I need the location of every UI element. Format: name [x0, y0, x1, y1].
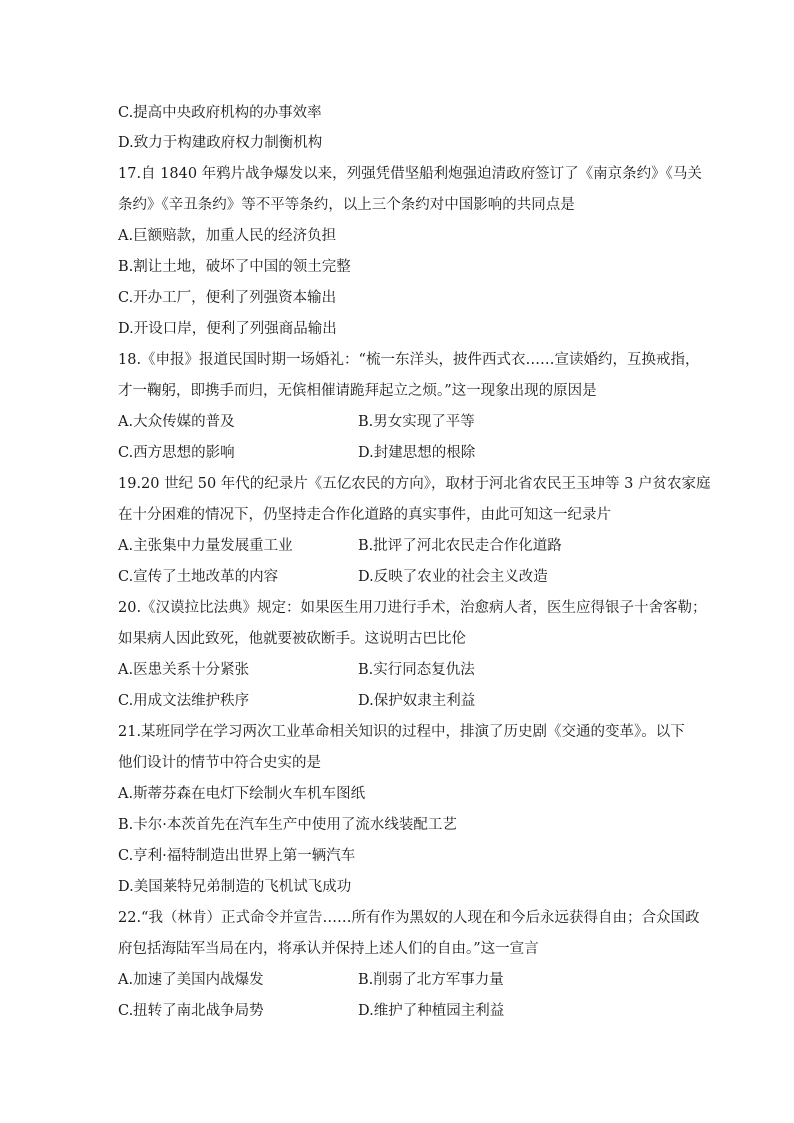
q22-stem-line-2: 府包括海陆军当局在内，将承认并保持上述人们的自由。”这一宣言 — [118, 941, 539, 957]
q20-stem-line-1: 20.《汉谟拉比法典》规定：如果医生用刀进行手术，治愈病人者，医生应得银子十舍客勒； — [118, 600, 707, 616]
q17-option-a: A.巨额赔款，加重人民的经济负担 — [118, 228, 337, 244]
q18-option-c: C.西方思想的影响 — [118, 445, 235, 461]
q17-stem-line-1: 17.自 1840 年鸦片战争爆发以来，列强凭借坚船利炮强迫清政府签订了《南京条约》《马关 — [118, 166, 702, 182]
q18-option-b: B.男女实现了平等 — [358, 414, 475, 430]
q19-option-b: B.批评了河北农民走合作化道路 — [358, 538, 562, 554]
q22-option-b: B.削弱了北方军事力量 — [358, 972, 504, 988]
q20-option-d: D.保护奴隶主利益 — [358, 693, 476, 709]
q18-option-d: D.封建思想的根除 — [358, 445, 476, 461]
q21-stem-line-1: 21.某班同学在学习两次工业革命相关知识的过程中，排演了历史剧《交通的变革》。以下 — [118, 724, 685, 740]
q21-stem-line-2: 他们设计的情节中符合史实的是 — [118, 755, 321, 771]
q20-stem-line-2: 如果病人因此致死，他就要被砍断手。这说明古巴比伦 — [118, 631, 466, 647]
q21-option-d: D.美国莱特兄弟制造的飞机试飞成功 — [118, 879, 352, 895]
q22-option-d: D.维护了种植园主利益 — [358, 1003, 505, 1019]
q22-option-c: C.扭转了南北战争局势 — [118, 1003, 264, 1019]
q19-option-c: C.宣传了土地改革的内容 — [118, 569, 279, 585]
q22-option-a: A.加速了美国内战爆发 — [118, 972, 264, 988]
q18-stem-line-1: 18.《申报》报道民国时期一场婚礼：“梳一东洋头，披件西式衣……宣读婚约，互换戒指， — [118, 352, 700, 368]
q18-stem-line-2: 才一鞠躬，即携手而归，无傧相催请跪拜起立之烦。”这一现象出现的原因是 — [118, 383, 597, 399]
q17-option-b: B.割让土地，破坏了中国的领土完整 — [118, 259, 351, 275]
q20-option-c: C.用成文法维护秩序 — [118, 693, 250, 709]
q17-option-c: C.开办工厂，便利了列强资本输出 — [118, 290, 337, 306]
q20-option-b: B.实行同态复仇法 — [358, 662, 475, 678]
q20-option-a: A.医患关系十分紧张 — [118, 662, 250, 678]
q22-stem-line-1: 22.“我（林肯）正式命令并宣告……所有作为黑奴的人现在和今后永远获得自由；合众国政 — [118, 910, 700, 926]
q16-option-c: C.提高中央政府机构的办事效率 — [118, 105, 322, 121]
q16-option-d: D.致力于构建政府权力制衡机构 — [118, 135, 323, 151]
q17-option-d: D.开设口岸，便利了列强商品输出 — [118, 321, 337, 337]
q19-option-a: A.主张集中力量发展重工业 — [118, 538, 293, 554]
q18-option-a: A.大众传媒的普及 — [118, 414, 235, 430]
q21-option-b: B.卡尔·本茨首先在汽车生产中使用了流水线装配工艺 — [118, 817, 457, 833]
q19-option-d: D.反映了农业的社会主义改造 — [358, 569, 548, 585]
q17-stem-line-2: 条约》《辛丑条约》等不平等条约，以上三个条约对中国影响的共同点是 — [118, 197, 575, 213]
q19-stem-line-1: 19.20 世纪 50 年代的纪录片《五亿农民的方向》，取材于河北省农民王玉坤等 3 户贫农家庭 — [118, 476, 711, 492]
q21-option-a: A.斯蒂芬森在电灯下绘制火车机车图纸 — [118, 786, 366, 802]
q21-option-c: C.亨利·福特制造出世界上第一辆汽车 — [118, 848, 356, 864]
q19-stem-line-2: 在十分困难的情况下，仍坚持走合作化道路的真实事件，由此可知这一纪录片 — [118, 507, 611, 523]
